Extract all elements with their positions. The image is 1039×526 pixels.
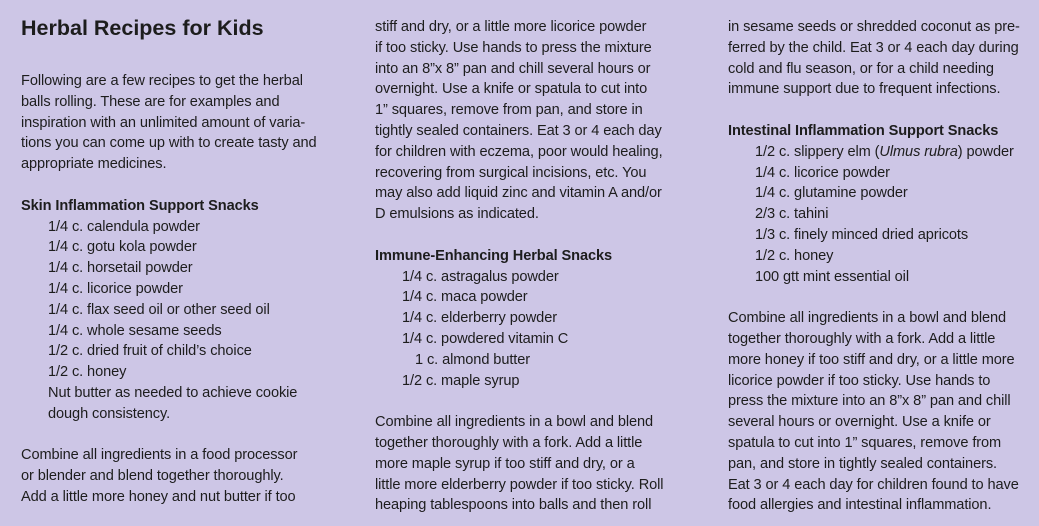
directions-line: press the mixture into an 8”x 8” pan and chill xyxy=(728,393,1011,410)
ingredient-item xyxy=(728,142,1028,163)
ingredient-text: ) powder xyxy=(957,143,1014,160)
directions-line: heaping tablespoons into balls and then roll xyxy=(375,497,652,514)
directions-line: food allergies and intestinal inflammation. xyxy=(728,497,992,514)
page-title: Herbal Recipes for Kids xyxy=(21,16,264,40)
directions-line: licorice powder if too sticky. Use hands to xyxy=(728,372,991,389)
directions-line: spatula to cut into 1” squares, remove from xyxy=(728,434,1002,451)
directions-line: Add a little more honey and nut butter if too xyxy=(21,488,296,505)
intro-line: appropriate medicines. xyxy=(21,156,167,173)
ingredient-item: 1/4 c. powdered vitamin C xyxy=(402,330,569,347)
directions-line: Combine all ingredients in a food processor xyxy=(21,447,298,464)
immune-recipe-heading: Immune-Enhancing Herbal Snacks xyxy=(375,247,613,264)
intestinal-recipe-heading: Intestinal Inflammation Support Snacks xyxy=(728,122,999,139)
directions-line: in sesame seeds or shredded coconut as pre- xyxy=(728,19,1020,35)
directions-line: if too sticky. Use hands to press the mixture xyxy=(375,39,652,56)
directions-line: Eat 3 or 4 each day for children found to have xyxy=(728,476,1019,493)
ingredient-item: 1/4 c. maca powder xyxy=(402,289,528,306)
directions-line: recovering from surgical incisions, etc. You xyxy=(375,164,647,181)
directions-line: together thoroughly with a fork. Add a little xyxy=(728,330,996,347)
directions-line: together thoroughly with a fork. Add a little xyxy=(375,434,643,451)
ingredient-item: 1/4 c. horsetail powder xyxy=(48,260,193,277)
ingredient-item: Nut butter as needed to achieve cookie xyxy=(48,384,298,401)
ingredient-item: 1/2 c. honey xyxy=(48,364,127,381)
directions-line: Combine all ingredients in a bowl and blend xyxy=(728,310,1007,327)
skin-recipe-heading: Skin Inflammation Support Snacks xyxy=(21,197,259,214)
ingredient-item: 1/2 c. maple syrup xyxy=(402,372,520,389)
ingredient-item: 1/4 c. astragalus powder xyxy=(402,268,559,285)
intro-line: Following are a few recipes to get the herbal xyxy=(21,73,303,89)
ingredient-item: 1/4 c. elderberry powder xyxy=(402,310,557,327)
directions-line: may also add liquid zinc and vitamin A and/or xyxy=(375,185,662,202)
ingredient-item: 1/4 c. flax seed oil or other seed oil xyxy=(48,301,270,318)
immune-directions xyxy=(375,412,695,516)
column-2 xyxy=(375,17,695,516)
directions-line: immune support due to frequent infections. xyxy=(728,81,1001,98)
ingredient-item: 1/4 c. whole sesame seeds xyxy=(48,322,222,339)
directions-line: ferred by the child. Eat 3 or 4 each day during xyxy=(728,39,1019,56)
directions-line: 1” squares, remove from pan, and store in xyxy=(375,102,643,119)
directions-line: Combine all ingredients in a bowl and blend xyxy=(375,414,654,431)
directions-line: for children with eczema, poor would healing, xyxy=(375,143,663,160)
directions-line: overnight. Use a knife or spatula to cut into xyxy=(375,81,648,98)
ingredient-item: 1 c. almond butter xyxy=(415,351,531,368)
ingredient-item: 1/4 c. calendula powder xyxy=(48,218,200,235)
directions-line: cold and flu season, or for a child needing xyxy=(728,60,994,77)
ingredient-item: 1/4 c. licorice powder xyxy=(48,280,183,297)
ingredient-item: 1/2 c. honey xyxy=(755,247,834,264)
directions-line: pan, and store in tightly sealed containers. xyxy=(728,455,997,472)
ingredient-item: 1/4 c. gotu kola powder xyxy=(48,239,197,256)
intro-paragraph xyxy=(21,71,341,175)
intro-line: inspiration with an unlimited amount of varia- xyxy=(21,114,306,131)
intro-line: tions you can come up with to create tasty and xyxy=(21,135,317,152)
intestinal-directions xyxy=(728,308,1028,516)
directions-line: little more elderberry powder if too sticky. Roll xyxy=(375,476,664,493)
ingredient-item: 1/2 c. dried fruit of child’s choice xyxy=(48,343,252,360)
ingredient-item: 1/4 c. licorice powder xyxy=(755,164,890,181)
column-3 xyxy=(728,17,1028,516)
ingredient-item: 1/3 c. finely minced dried apricots xyxy=(755,226,969,243)
directions-line: or blender and blend together thoroughly. xyxy=(21,468,284,485)
ingredient-item: 1/4 c. glutamine powder xyxy=(755,185,908,202)
latin-name: Ulmus rubra xyxy=(879,143,958,160)
directions-line: more honey if too stiff and dry, or a little more xyxy=(728,351,1015,368)
directions-line: D emulsions as indicated. xyxy=(375,206,539,223)
ingredient-item: 100 gtt mint essential oil xyxy=(755,268,909,285)
directions-line: into an 8”x 8” pan and chill several hours or xyxy=(375,60,651,77)
immune-ingredient-list xyxy=(375,267,695,392)
immune-directions-continued xyxy=(728,17,1028,100)
intro-line: balls rolling. These are for examples and xyxy=(21,93,280,110)
directions-line: tightly sealed containers. Eat 3 or 4 each day xyxy=(375,122,662,139)
ingredient-item: 2/3 c. tahini xyxy=(755,206,829,223)
ingredient-item: dough consistency. xyxy=(48,405,171,422)
column-1 xyxy=(21,14,341,508)
directions-line: stiff and dry, or a little more licorice powder xyxy=(375,19,647,35)
skin-directions-continued xyxy=(375,17,695,225)
intestinal-ingredient-list xyxy=(728,142,1028,288)
directions-line: more maple syrup if too stiff and dry, or a xyxy=(375,455,635,472)
ingredient-text: 1/2 c. slippery elm ( xyxy=(755,143,880,160)
skin-directions xyxy=(21,445,341,507)
skin-ingredient-list xyxy=(21,217,341,425)
directions-line: several hours or overnight. Use a knife or xyxy=(728,414,991,431)
